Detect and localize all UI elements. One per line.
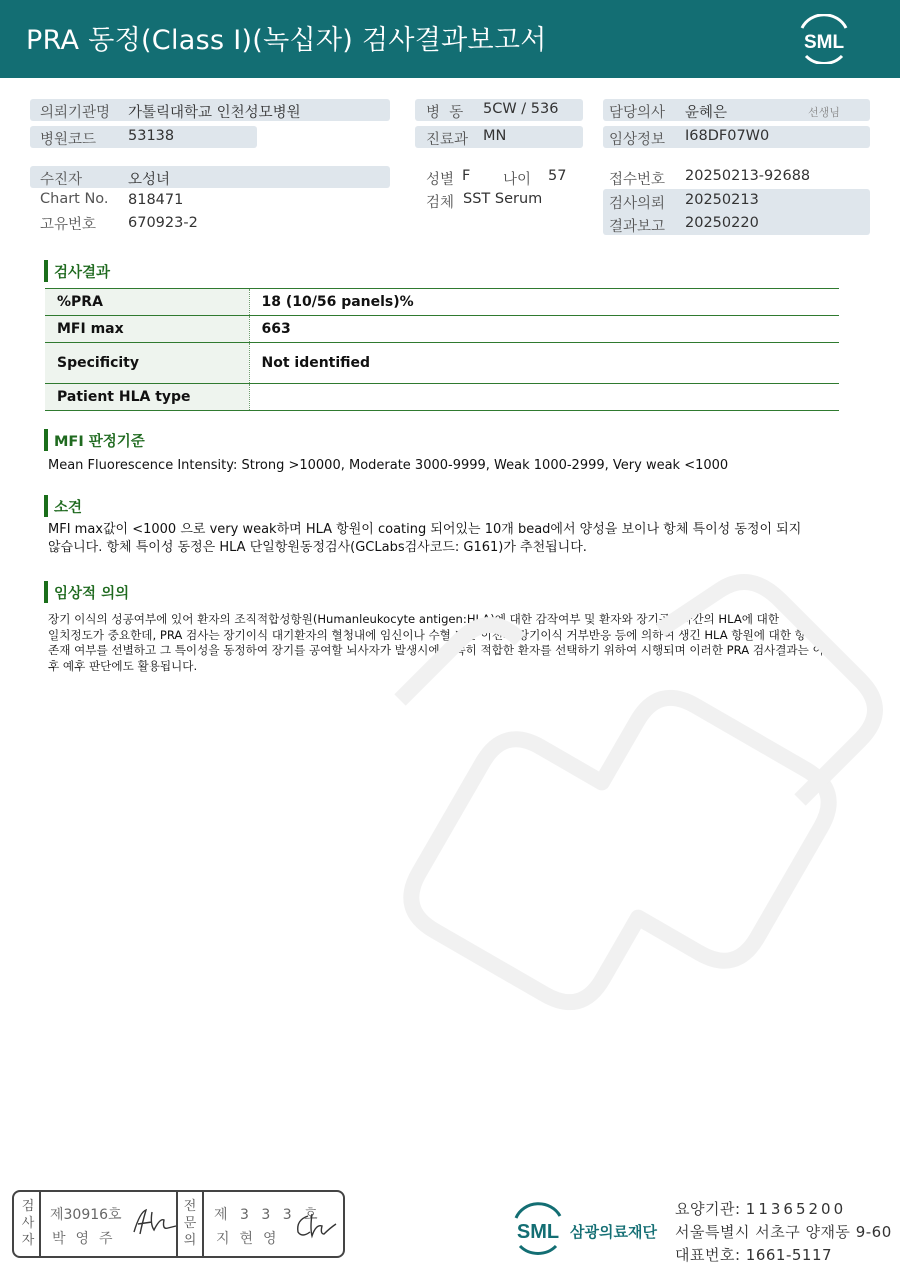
request-date-value: 20250213 <box>685 192 759 208</box>
result-value: Not identified <box>249 343 839 384</box>
stamp-divider <box>176 1192 178 1256</box>
request-date-label: 검사의뢰 <box>609 196 666 212</box>
doctor-label: 담당의사 <box>609 105 666 121</box>
tester-name: 박영주 <box>52 1231 123 1247</box>
reception-no-label: 접수번호 <box>609 172 666 188</box>
results-table <box>45 288 839 411</box>
section-accent-bar <box>44 429 48 451</box>
clinical-line-3: 존재 여부를 선별하고 그 특이성을 동정하여 장기를 공여할 뇌사자가 발생시에 신속히 적합한 환자를 선택하기 위하여 시행되며 이러한 PRA 검사결과는 이식 <box>48 643 835 657</box>
specialist-name: 지현영 <box>216 1231 287 1247</box>
stamp-divider <box>202 1192 204 1256</box>
report-date-value: 20250220 <box>685 215 759 231</box>
patient-value: 오성녀 <box>128 172 171 188</box>
doctor-value: 윤혜은 <box>685 105 728 121</box>
clinical-info-label: 임상정보 <box>609 132 666 148</box>
table-row <box>45 289 839 316</box>
result-key: Specificity <box>45 343 249 384</box>
specialist-license-no: 제 3 3 3 호 <box>214 1207 322 1223</box>
svg-text:SML: SML <box>803 32 845 53</box>
institution-code-line <box>675 1198 846 1219</box>
table-row <box>45 384 839 411</box>
clinical-line-1: 장기 이식의 성공여부에 있어 환자의 조직적합성항원(Humanleukocyte antigen:HLA)에 대한 감작여부 및 환자와 장기공여자간의 HLA에 대한 <box>48 612 780 626</box>
clinical-line-2: 일치정도가 중요한데, PRA 검사는 장기이식 대기환자의 혈청내에 임신이나 수혈 또는 이전의 장기이식 거부반응 등에 의하여 생긴 HLA 항원에 대한 항체 <box>48 628 818 642</box>
unique-id-value: 670923-2 <box>128 215 198 231</box>
specimen-value: SST Serum <box>463 191 543 207</box>
clinical-line-4: 후 예후 판단에도 활용됩니다. <box>48 659 198 673</box>
sex-value: F <box>462 168 471 184</box>
mfi-heading-text: MFI 판정기준 <box>54 434 145 450</box>
report-title: PRA 동정(Class I)(녹십자) 검사결과보고서 <box>26 25 547 56</box>
institution-code-label: 요양기관: <box>675 1200 741 1218</box>
hospital-label: 의뢰기관명 <box>40 105 111 121</box>
result-key: %PRA <box>45 289 249 316</box>
opinion-heading-text: 소견 <box>54 500 83 516</box>
hospital-code-label: 병원코드 <box>40 132 97 148</box>
mfi-criteria-text: Mean Fluorescence Intensity: Strong >10000, Moderate 3000-9999, Weak 1000-2999, Very weak <1000 <box>48 458 729 473</box>
phone-line <box>675 1244 832 1265</box>
clinical-info-value: I68DF07W0 <box>685 128 770 144</box>
svg-text:SML: SML <box>516 1221 560 1243</box>
specialist-signature-icon <box>294 1210 340 1242</box>
tester-signature-icon <box>130 1204 180 1238</box>
report-header <box>0 0 900 78</box>
cross-watermark-icon <box>360 570 900 1040</box>
results-heading-text: 검사결과 <box>54 265 111 281</box>
sml-logo-icon <box>794 14 854 64</box>
specialist-vertical-label: 전 문 의 <box>183 1199 197 1248</box>
section-accent-bar <box>44 495 48 517</box>
unique-id-label: 고유번호 <box>40 217 97 233</box>
chart-no-value: 818471 <box>128 192 184 208</box>
result-value: 663 <box>249 316 839 343</box>
ward-value: 5CW / 536 <box>483 101 559 117</box>
phone-value: 1661-5117 <box>745 1246 833 1264</box>
chart-no-label: Chart No. <box>40 191 109 207</box>
result-key: MFI max <box>45 316 249 343</box>
ward-label: 병 동 <box>426 105 464 121</box>
sex-label: 성별 <box>426 172 455 188</box>
institution-code-value: 11365200 <box>745 1200 847 1218</box>
phone-label: 대표번호: <box>675 1246 741 1264</box>
opinion-line-1: MFI max값이 <1000 으로 very weak하며 HLA 항원이 coating 되어있는 10개 bead에서 양성을 보이나 항체 특이성 동정이 되지 <box>48 522 802 537</box>
report-date-label: 결과보고 <box>609 219 666 235</box>
result-value <box>249 384 839 411</box>
table-row <box>45 316 839 343</box>
patient-label: 수진자 <box>40 172 83 188</box>
stamp-divider <box>39 1192 41 1256</box>
department-label: 진료과 <box>426 132 469 148</box>
opinion-line-2: 않습니다. 항체 특이성 동정은 HLA 단일항원동정검사(GCLabs검사코드: G161)가 추천됩니다. <box>48 540 587 555</box>
org-name: 삼광의료재단 <box>570 1223 657 1241</box>
address: 서울특별시 서초구 양재동 9-60 <box>675 1223 892 1241</box>
doctor-suffix: 선생님 <box>808 106 840 119</box>
result-key: Patient HLA type <box>45 384 249 411</box>
reception-no-value: 20250213-92688 <box>685 168 811 184</box>
table-row <box>45 343 839 384</box>
sml-footer-logo-icon <box>508 1200 568 1258</box>
hospital-code-value: 53138 <box>128 128 175 144</box>
specimen-label: 검체 <box>426 195 455 211</box>
hospital-value: 가톨릭대학교 인천성모병원 <box>128 105 301 121</box>
section-accent-bar <box>44 581 48 603</box>
tester-vertical-label: 검 사 자 <box>21 1199 35 1248</box>
info-pill <box>30 166 390 188</box>
age-label: 나이 <box>503 172 532 188</box>
clinical-heading-text: 임상적 의의 <box>54 586 130 602</box>
section-accent-bar <box>44 260 48 282</box>
result-value: 18 (10/56 panels)% <box>249 289 839 316</box>
age-value: 57 <box>548 168 567 184</box>
signature-stamp-box <box>12 1190 345 1258</box>
department-value: MN <box>483 128 507 144</box>
tester-license-no: 제30916호 <box>50 1207 122 1223</box>
